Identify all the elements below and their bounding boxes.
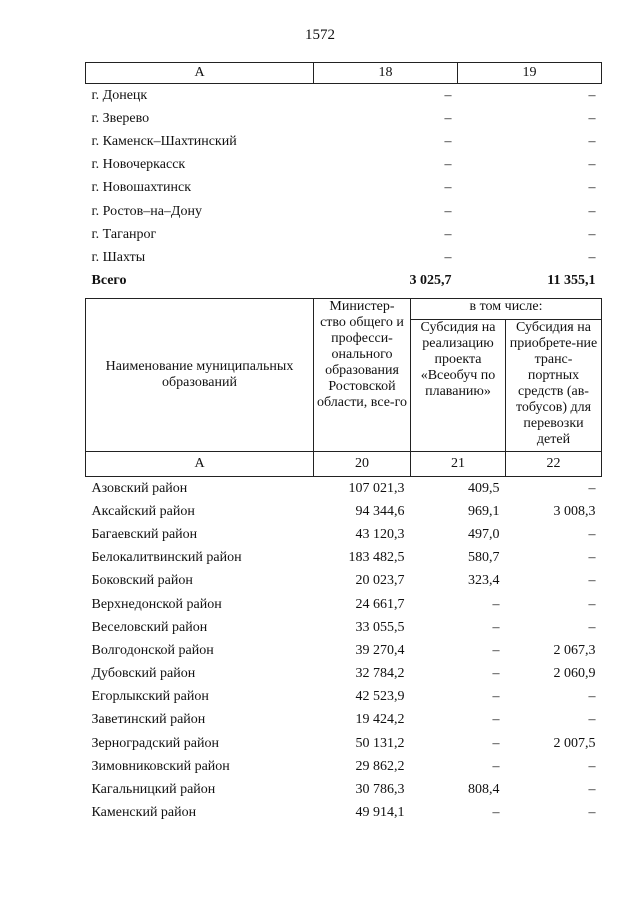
district-name: Зимовниковский район [91, 758, 230, 774]
value-c20: 39 270,4 [355, 642, 405, 658]
table-row [86, 663, 602, 686]
value-c19: – [588, 133, 596, 149]
district-name: Кагальницкий район [91, 782, 216, 798]
table-row [86, 802, 602, 825]
value-c22: – [588, 758, 596, 774]
subsidy-buses-header: Субсидия на приобрете-ние транс-портных средств (ав-тобусов) для перевозки детей [506, 320, 602, 452]
table-row [86, 84, 602, 108]
table-row [86, 616, 602, 639]
table-row [86, 223, 602, 246]
district-name: Аксайский район [91, 503, 195, 519]
value-c18: – [444, 87, 452, 103]
value-c19: – [588, 226, 596, 242]
value-c22: – [588, 480, 596, 496]
district-name: Волгодонской район [91, 642, 214, 658]
value-c22: – [588, 619, 596, 635]
value-c18: – [444, 157, 452, 173]
total-c18: 3 025,7 [409, 273, 452, 289]
value-c20: 107 021,3 [348, 480, 405, 496]
bottom-table [85, 298, 602, 825]
value-c20: 33 055,5 [355, 619, 405, 635]
top-table-header [86, 63, 602, 84]
value-c19: – [588, 110, 596, 126]
subsidy-swimming-header: Субсидия на реализацию проекта «Всеобуч по плаванию» [411, 320, 506, 452]
municipality-name: г. Ростов–на–Дону [91, 203, 202, 219]
total-label: Всего [91, 273, 127, 289]
value-c20: 32 784,2 [355, 666, 405, 682]
value-c20: 24 661,7 [355, 596, 405, 612]
table-row [86, 709, 602, 732]
colnum-cell: 22 [506, 452, 602, 477]
top-table [85, 62, 602, 293]
value-c19: – [588, 87, 596, 103]
table-row [86, 130, 602, 153]
value-c20: 42 523,9 [355, 689, 405, 705]
table-row [86, 547, 602, 570]
table-row [86, 593, 602, 616]
municipality-name: г. Донецк [91, 87, 148, 103]
table-row [86, 177, 602, 200]
value-c22: 2 007,5 [553, 735, 596, 751]
value-c18: – [444, 226, 452, 242]
value-c21: 409,5 [468, 480, 500, 496]
value-c22: – [588, 550, 596, 566]
value-c19: – [588, 157, 596, 173]
district-name: Верхнедонской район [91, 596, 222, 612]
value-c21: – [492, 619, 500, 635]
value-c21: 580,7 [468, 550, 500, 566]
district-name: Веселовский район [91, 619, 208, 635]
ministry-column-header: Министер-ство общего и професси-онального образования Ростовской области, все-го [314, 299, 411, 452]
municipality-name: г. Новочеркасск [91, 157, 186, 173]
value-c18: – [444, 249, 452, 265]
total-row [86, 270, 602, 293]
header-cell: А [86, 63, 314, 84]
municipality-name: г. Таганрог [91, 226, 157, 242]
district-name: Дубовский район [91, 666, 196, 682]
table-row [86, 686, 602, 709]
name-column-header: Наименование муниципальных образований [86, 299, 314, 452]
total-c19: 11 355,1 [547, 273, 596, 289]
value-c20: 20 023,7 [355, 573, 405, 589]
value-c22: – [588, 596, 596, 612]
value-c22: 2 060,9 [553, 666, 596, 682]
table-row [86, 570, 602, 593]
value-c21: – [492, 689, 500, 705]
page-number: 1572 [305, 27, 335, 43]
value-c20: 19 424,2 [355, 712, 405, 728]
colnum-cell: 20 [314, 452, 411, 477]
value-c19: – [588, 180, 596, 196]
value-c21: 323,4 [468, 573, 500, 589]
table-row [86, 154, 602, 177]
table-row [86, 523, 602, 546]
value-c20: 183 482,5 [348, 550, 405, 566]
value-c21: – [492, 735, 500, 751]
colnum-cell: А [86, 452, 314, 477]
value-c18: – [444, 133, 452, 149]
district-name: Заветинский район [91, 712, 206, 728]
table-row [86, 755, 602, 778]
value-c21: – [492, 805, 500, 821]
table-row [86, 477, 602, 501]
value-c22: – [588, 573, 596, 589]
table-row [86, 246, 602, 269]
district-name: Егорлыкский район [91, 689, 209, 705]
value-c21: 969,1 [468, 503, 500, 519]
district-name: Боковский район [91, 573, 193, 589]
header-cell: 18 [314, 63, 458, 84]
district-name: Белокалитвинский район [91, 550, 242, 566]
municipality-name: г. Зверево [91, 110, 150, 126]
district-name: Зерноградский район [91, 735, 219, 751]
in-number-header: в том числе: [411, 299, 602, 320]
value-c21: – [492, 642, 500, 658]
column-number-row [86, 452, 602, 477]
table-row [86, 639, 602, 662]
value-c22: – [588, 805, 596, 821]
value-c22: 2 067,3 [553, 642, 596, 658]
value-c21: 808,4 [468, 782, 500, 798]
header-cell: 19 [458, 63, 602, 84]
table-row [86, 200, 602, 223]
value-c22: – [588, 712, 596, 728]
value-c20: 94 344,6 [355, 503, 405, 519]
value-c20: 43 120,3 [355, 526, 405, 542]
value-c18: – [444, 110, 452, 126]
value-c21: 497,0 [468, 526, 500, 542]
table-row [86, 107, 602, 130]
value-c22: – [588, 782, 596, 798]
colnum-cell: 21 [411, 452, 506, 477]
value-c20: 49 914,1 [355, 805, 405, 821]
value-c22: – [588, 526, 596, 542]
value-c22: – [588, 689, 596, 705]
district-name: Азовский район [91, 480, 188, 496]
district-name: Багаевский район [91, 526, 198, 542]
table-row [86, 500, 602, 523]
value-c21: – [492, 666, 500, 682]
value-c20: 50 131,2 [355, 735, 405, 751]
value-c19: – [588, 249, 596, 265]
header-row-1 [86, 299, 602, 320]
value-c22: 3 008,3 [553, 503, 596, 519]
municipality-name: г. Шахты [91, 249, 146, 265]
table-row [86, 778, 602, 801]
value-c18: – [444, 180, 452, 196]
value-c18: – [444, 203, 452, 219]
value-c21: – [492, 712, 500, 728]
value-c19: – [588, 203, 596, 219]
value-c21: – [492, 758, 500, 774]
district-name: Каменский район [91, 805, 197, 821]
municipality-name: г. Новошахтинск [91, 180, 192, 196]
municipality-name: г. Каменск–Шахтинский [91, 133, 237, 149]
value-c20: 29 862,2 [355, 758, 405, 774]
value-c21: – [492, 596, 500, 612]
value-c20: 30 786,3 [355, 782, 405, 798]
table-row [86, 732, 602, 755]
